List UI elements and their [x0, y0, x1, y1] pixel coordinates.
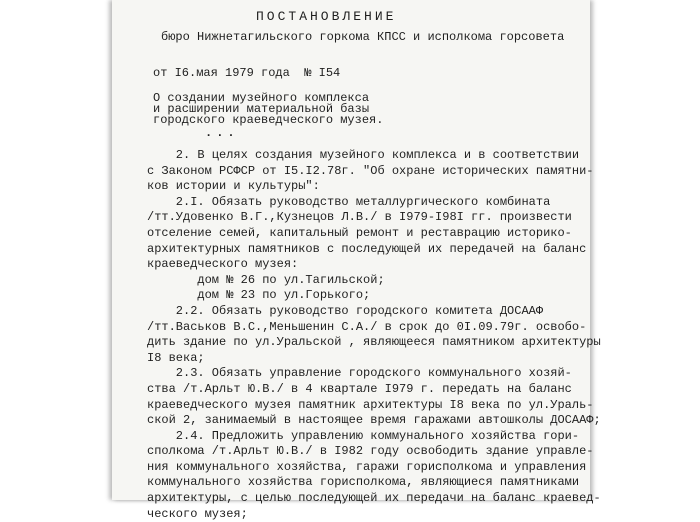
body-line: 2.3. Обязать управление городского коммунального хозяй- [147, 366, 572, 381]
subject-line: и расширении материальной базы [153, 102, 370, 116]
body-line: ской 2, занимаемый в настоящее время гаражами автошколы ДОСААФ; [147, 413, 601, 428]
subject-line: О создании музейного комплекса [153, 91, 370, 105]
body-line: /тт.Васьков В.С.,Меньшенин С.А./ в срок до 0I.09.79г. освобо- [147, 319, 587, 334]
body-line: 2.I. Обязать руководство металлургического комбината [147, 194, 551, 209]
omission-marker: ... [205, 126, 239, 140]
body-line: /тт.Удовенко В.Г.,Кузнецов Л.В./ в I979-I98I гг. произвести [147, 210, 572, 225]
body-line: ков истории и культуры": [147, 179, 320, 194]
body-line: краеведческого музея: [147, 257, 299, 272]
body-line: 2.4. Предложить управлению коммунального хозяйства гори- [147, 428, 580, 443]
body-line: с Законом РСФСР от I5.I2.78г. "Об охране исторических памятни- [147, 163, 594, 178]
document-title: ПОСТАНОВЛЕНИЕ [256, 9, 397, 24]
body-line: сполкома /т.Арльт Ю.В./ в I982 году освободить здание управле- [147, 444, 594, 459]
body-line: отселение семей, капитальный ремонт и реставрацию историко- [147, 225, 572, 240]
body-line: ческого музея; [147, 506, 248, 521]
document-page [112, 0, 601, 521]
body-line: 2.2. Обязать руководство городского комитета ДОСААФ [147, 303, 544, 318]
body-line: коммунального хозяйства горисполкома, являющиеся памятниками [147, 475, 580, 490]
document-issuer: бюро Нижнетагильского горкома КПСС и исполкома горсовета [161, 30, 565, 44]
body-line: дом № 26 по ул.Тагильской; [147, 272, 385, 287]
body-line: архитектуры, с целью последующей их передачи на баланс краевед- [147, 491, 601, 506]
body-line: ства /т.Арльт Ю.В./ в 4 квартале I979 г. передать на баланс [147, 381, 572, 396]
body-line: краеведческого музея памятник архитектуры I8 века по ул.Ураль- [147, 397, 594, 412]
body-line: ния коммунального хозяйства, гаражи горисполкома и управления [147, 459, 587, 474]
document-body [147, 148, 601, 522]
body-line: 2. В целях создания музейного комплекса и в соответствии [147, 148, 580, 162]
body-line: I8 века; [147, 350, 205, 365]
subject-line: городского краеведческого музея. [153, 113, 384, 127]
body-line: архитектурных памятников с последующей их передачей на баланс [147, 241, 587, 256]
document-date-number: от I6.мая 1979 года № I54 [153, 66, 341, 80]
body-line: дом № 23 по ул.Горького; [147, 288, 371, 303]
body-line: дить здание по ул.Уральской , являющееся памятником архитектуры [147, 335, 601, 350]
